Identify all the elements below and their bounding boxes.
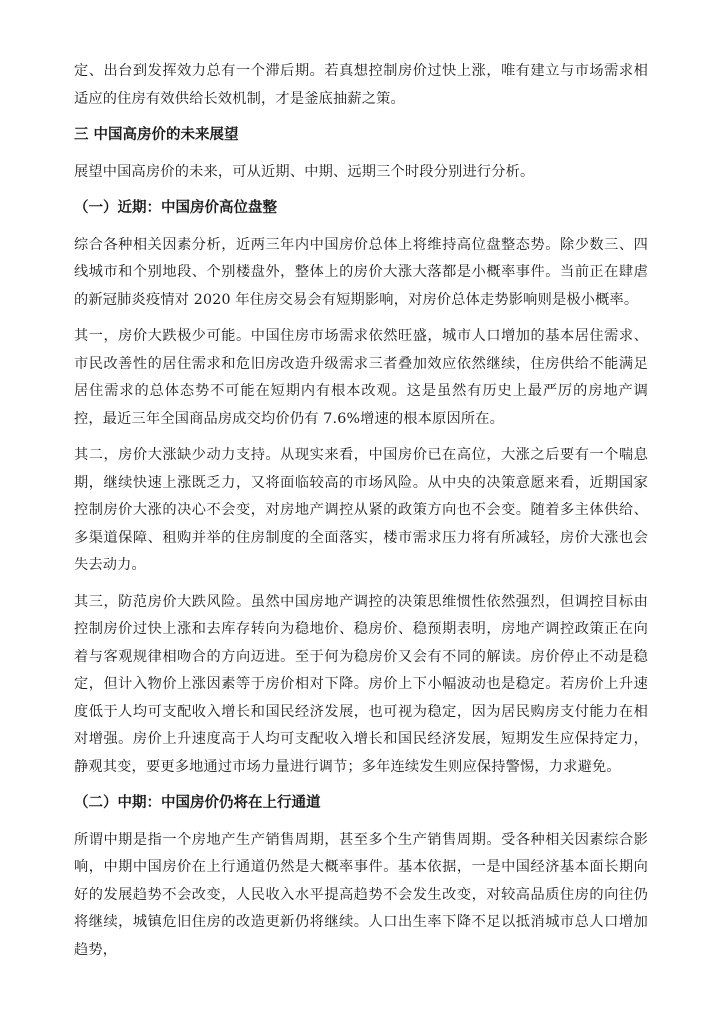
paragraph: 其二，房价大涨缺少动力支持。从现实来看，中国房价已在高位，大涨之后要有一个喘息期，继续快速上涨既乏力，又将面临较高的市场风险。从中央的决策意愿来看，近期国家控制房价大涨的决心不会变，对房地产调控从紧的政策方向也不会变。随着多主体供给、多渠道保障、租购并举的住房制度的全面落实，楼市需求压力将有所减轻，房价大涨也会失去动力。 [74,447,648,573]
document-page [74,58,648,964]
paragraph: 其一，房价大跌极少可能。中国住房市场需求依然旺盛，城市人口增加的基本居住需求、市民改善性的居住需求和危旧房改造升级需求三者叠加效应依然继续，住房供给不能满足居住需求的总体态势不可能在短期内有根本改观。这是虽然有历史上最严厉的房地产调控，最近三年全国商品房成交均价仍有 7.6%增速的根本原因所在。 [74,328,648,427]
paragraph: 所谓中期是指一个房地产生产销售周期，甚至多个生产销售周期。受各种相关因素综合影响，中期中国房价在上行通道仍然是大概率事件。基本依据，一是中国经济基本面长期向好的发展趋势不会改变，人民收入水平提高趋势不会发生改变，对较高品质住房的向往仍将继续，城镇危旧住房的改造更新仍将继续。人口出生率下降不足以抵消城市总人口增加趋势， [74,831,648,958]
subsection-heading-near-term: （一）近期：中国房价高位盘整 [74,200,277,216]
section-intro-paragraph: 展望中国高房价的未来，可从近期、中期、远期三个时段分别进行分析。 [74,163,535,180]
intro-paragraph: 定、出台到发挥效力总有一个滞后期。若真想控制房价过快上涨，唯有建立与市场需求相适应的住房有效供给长效机制，才是釜底抽薪之策。 [74,63,648,107]
paragraph: 其三，防范房价大跌风险。虽然中国房地产调控的决策思维惯性依然强烈，但调控目标由控制房价过快上涨和去库存转向为稳地价、稳房价、稳预期表明，房地产调控政策正在向着与客观规律相吻合的方向迈进。至于何为稳房价又会有不同的解读。房价停止不动是稳定，但计入物价上涨因素等于房价相对下降。房价上下小幅波动也是稳定。若房价上升速度低于人均可支配收入增长和国民经济发展，也可视为稳定，因为居民购房支付能力在相对增强。房价上升速度高于人均可支配收入增长和国民经济发展，短期发生应保持定力，静观其变，要更多地通过市场力量进行调节；多年连续发生则应保持警惕，力求避免。 [74,593,648,775]
section-heading: 三 中国高房价的未来展望 [74,127,239,143]
paragraph: 综合各种相关因素分析，近两三年内中国房价总体上将维持高位盘整态势。除少数三、四线城市和个别地段、个别楼盘外，整体上的房价大涨大落都是小概率事件。当前正在肆虐的新冠肺炎疫情对 2020 年住房交易会有短期影响，对房价总体走势影响则是极小概率。 [74,236,648,308]
subsection-heading-mid-term: （二）中期：中国房价仍将在上行通道 [74,795,321,811]
